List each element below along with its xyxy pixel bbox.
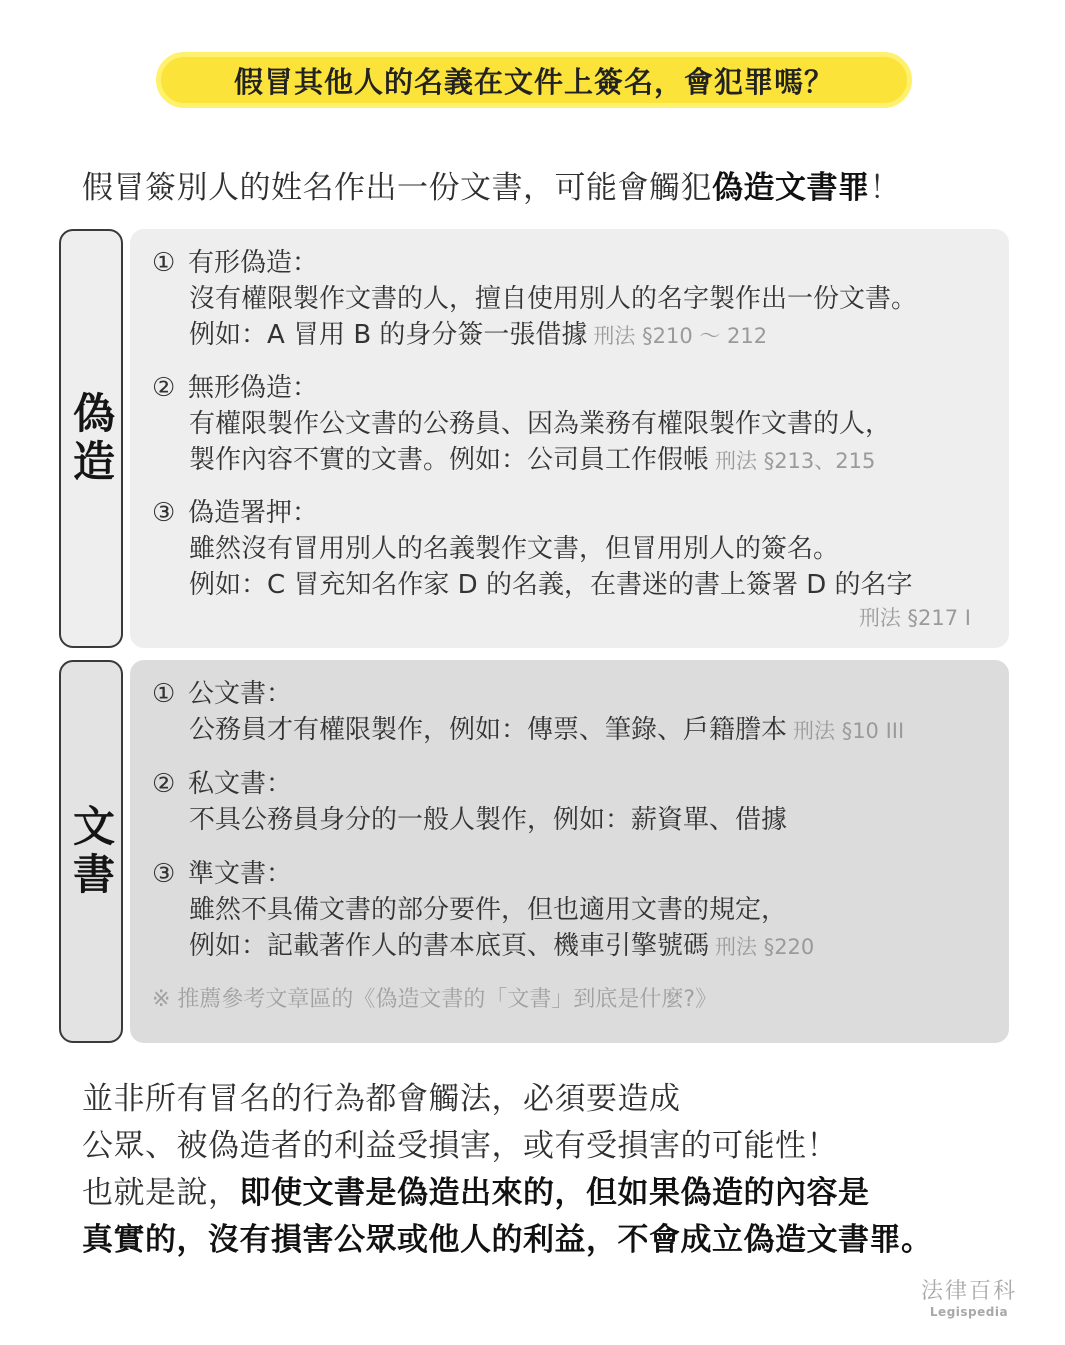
intro-end: ！: [869, 170, 901, 206]
law-reference: 刑法 §220: [715, 935, 815, 959]
conclusion-text: [82, 1076, 933, 1264]
conclusion-line: 並非所有冒名的行為都會觸法，必須要造成: [82, 1081, 681, 1117]
item-line: 製作內容不實的文書。例如：公司員工作假帳: [189, 445, 710, 475]
documents-item-quasi: [152, 856, 999, 965]
item-line: 雖然沒有冒用別人的名義製作文書，但冒用別人的簽名。: [189, 534, 840, 564]
law-reference: 刑法 §213、215: [715, 449, 876, 473]
intro-bold-crime: 偽造文書罪: [712, 170, 870, 206]
brand-logo: [921, 1274, 1017, 1319]
item-heading: 有形偽造：: [188, 248, 319, 278]
conclusion-emphasis: 真實的，沒有損害公眾或他人的利益，不會成立偽造文書罪。: [82, 1222, 933, 1258]
brand-name-zh: 法律百科: [920, 1279, 1017, 1304]
documents-item-public: [152, 676, 999, 749]
item-line: 例如：C 冒充知名作家 D 的名義，在書迷的書上簽署 D 的名字: [189, 570, 913, 600]
item-line: 例如：A 冒用 B 的身分簽一張借據: [189, 320, 588, 350]
brand-name-en: Legispedia: [929, 1305, 1009, 1319]
item-line: 有權限製作公文書的公務員、因為業務有權限製作文書的人，: [189, 409, 892, 439]
documents-panel: [130, 660, 1009, 1043]
item-heading: 公文書：: [188, 679, 293, 709]
page-title: 假冒其他人的名義在文件上簽名，會犯罪嗎？: [156, 52, 912, 108]
item-line: 沒有權限製作文書的人，擅自使用別人的名字製作出一份文書。: [189, 284, 918, 314]
documents-tab-label: 文書: [67, 803, 116, 900]
documents-tab: [59, 660, 123, 1043]
intro-text: [82, 162, 901, 207]
forgery-item-signature: [152, 495, 999, 633]
forgery-item-intangible: [152, 370, 999, 479]
law-reference: 刑法 §217 I: [858, 606, 971, 630]
item-line: 不具公務員身分的一般人製作，例如：薪資單、借據: [189, 805, 788, 835]
intro-plain: 假冒簽別人的姓名作出一份文書，可能會觸犯: [82, 170, 712, 206]
item-number: ③: [152, 859, 176, 889]
conclusion-emphasis: 即使文書是偽造出來的，但如果偽造的內容是: [239, 1175, 870, 1211]
item-heading: 私文書：: [188, 769, 293, 799]
item-line: 公務員才有權限製作，例如：傳票、筆錄、戶籍謄本: [189, 715, 788, 745]
item-number: ①: [152, 679, 176, 709]
item-heading: 準文書：: [188, 859, 293, 889]
forgery-tab-label: 偽造: [67, 390, 116, 487]
item-number: ①: [152, 248, 176, 278]
item-line: 例如：記載著作人的書本底頁、機車引擎號碼: [189, 931, 710, 961]
item-number: ②: [152, 769, 176, 799]
item-number: ②: [152, 373, 176, 403]
forgery-tab: [59, 229, 123, 648]
item-heading: 偽造署押：: [188, 498, 319, 528]
item-number: ③: [152, 498, 176, 528]
forgery-panel: [130, 229, 1009, 648]
forgery-item-tangible: [152, 245, 999, 354]
documents-item-private: [152, 766, 999, 838]
conclusion-line: 公眾、被偽造者的利益受損害，或有受損害的可能性！: [82, 1128, 838, 1164]
item-line: 雖然不具備文書的部分要件，但也適用文書的規定，: [189, 895, 788, 925]
law-reference: 刑法 §210 ～ 212: [593, 324, 768, 348]
item-heading: 無形偽造：: [188, 373, 319, 403]
conclusion-line: 也就是說，: [82, 1175, 240, 1211]
reference-note: ※ 推薦參考文章區的《偽造文書的「文書」到底是什麼?》: [152, 987, 718, 1012]
law-reference: 刑法 §10 III: [793, 719, 905, 743]
